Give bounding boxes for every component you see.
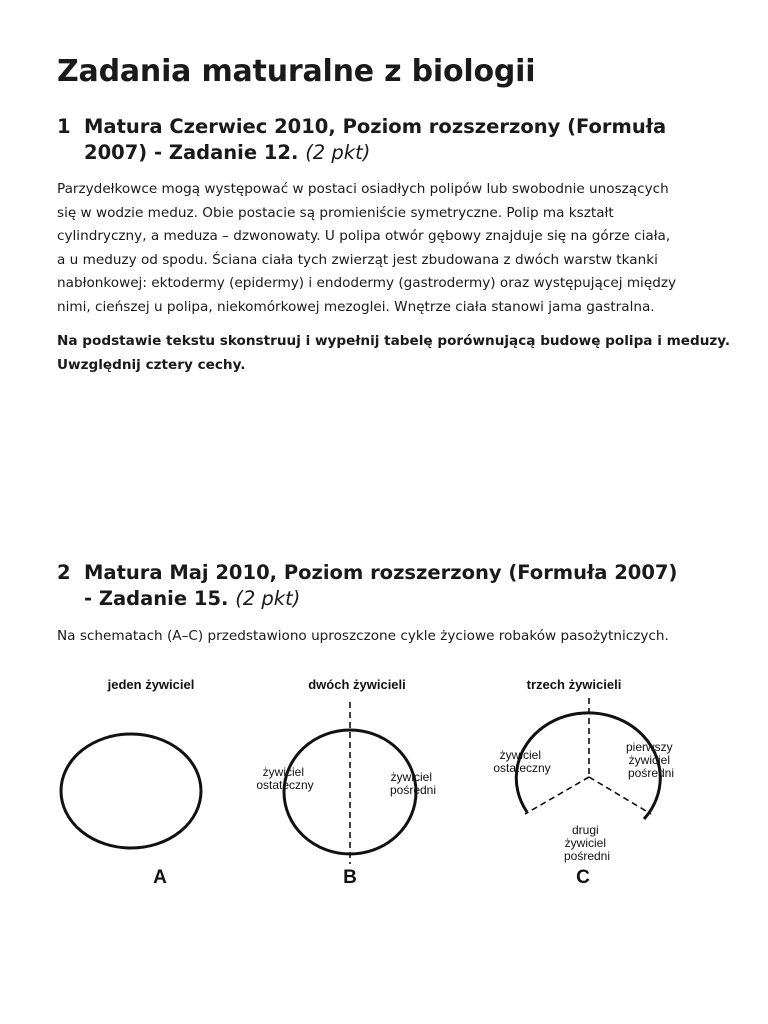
task-1-body [57,178,717,319]
task-2-body-line: Na schematach (A–C) przedstawiono uproszczone cykle życiowe robaków pasożytniczych. [57,628,669,644]
panel-b-left-label: żywiciel ostateczny [256,765,314,792]
panel-b-right-label: żywiciel pośredni [389,770,437,797]
panel-c-right-label: pierwszy żywiciel pośredni [625,740,675,780]
task-2-number: 2 [57,561,71,584]
task-1-body-line: się w wodzie meduz. Obie postacie są promieniście symetryczne. Polip ma kształt [57,204,614,221]
panel-a-letter: A [153,867,167,885]
task-1-body-line: nabłonkowej: ektodermy (epidermy) i endodermy (gastrodermy) oraz występującej między [57,275,677,291]
task-1-instruction-line: Uwzględnij cztery cechy. [57,356,246,373]
task-1-heading-line1: Matura Czerwiec 2010, Poziom rozszerzony (Formuła [84,115,667,138]
task-1-number: 1 [57,115,71,138]
panel-c-bottom-label: drugi żywiciel pośredni [563,823,611,863]
panel-b-letter: B [343,867,357,885]
task-1-body-line: Parzydełkowce mogą występować w postaci osiadłych polipów lub swobodnie unoszących [57,181,669,197]
task-1-instruction [57,330,731,377]
panel-c-left-label: żywiciel ostateczny [493,748,551,775]
panel-a-title: jeden żywiciel [107,677,195,692]
task-1-body-line: a u meduzy od spodu. Ściana ciała tych zwierząt jest zbudowana z dwóch warstw tkanki [57,251,658,268]
task-2-heading-line2: - Zadanie 15. [84,587,229,610]
task-1-instruction-line: Na podstawie tekstu skonstruuj i wypełnij tabelę porównującą budowę polipa i meduzy. [57,333,731,349]
task-1-points: (2 pkt) [305,141,371,164]
life-cycle-figure [27,669,688,885]
task-2-points: (2 pkt) [235,587,301,610]
life-cycle-diagram [27,669,688,885]
task-1-heading-line2: 2007) - Zadanie 12. [84,141,299,164]
task-2-heading-line1: Matura Maj 2010, Poziom rozszerzony (Formuła 2007) [84,561,678,584]
page-title: Zadania maturalne z biologii [57,54,536,89]
panel-c-title: trzech żywicieli [526,677,622,692]
panel-c-letter: C [576,867,590,885]
task-1-body-line: nimi, cieńszej u polipa, niekomórkowej mezoglei. Wnętrze ciała stanowi jama gastralna. [57,298,655,315]
panel-b-title: dwóch żywicieli [308,677,406,692]
task-2-body [57,625,717,649]
task-1-body-line: cylindryczny, a meduza – dzwonowaty. U polipa otwór gębowy znajduje się na górze ciała, [57,228,671,244]
